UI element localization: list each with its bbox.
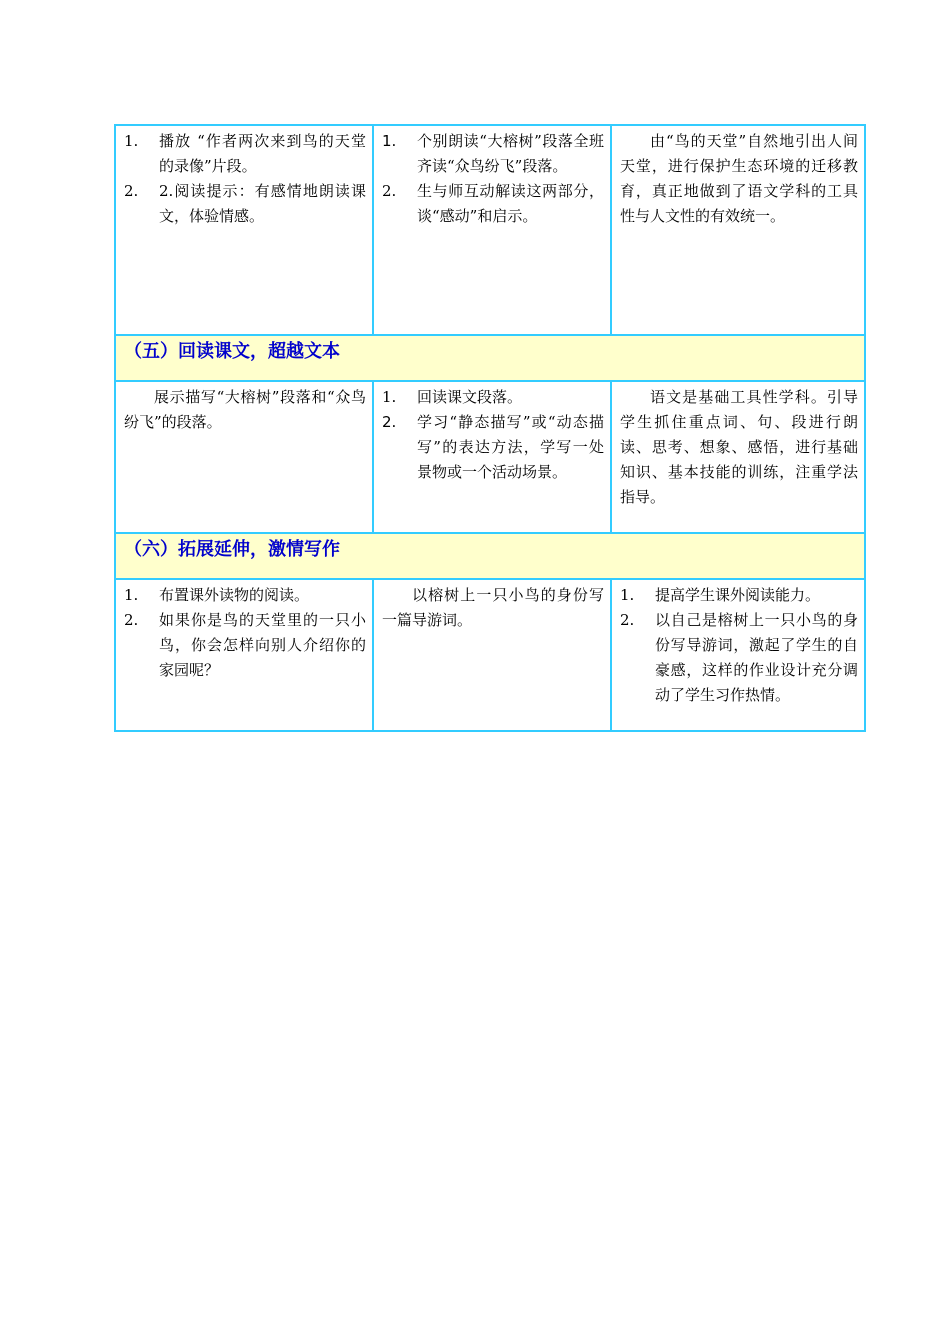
design-intent-cell bbox=[611, 381, 865, 533]
list-number: 2. bbox=[124, 611, 139, 629]
list-text: 生与师互动解读这两部分，谈“感动”和启示。 bbox=[417, 182, 604, 225]
list-text: 回读课文段落。 bbox=[417, 388, 523, 406]
list-text: 如果你是鸟的天堂里的一只小鸟，你会怎样向别人介绍你的家园呢？ bbox=[159, 611, 366, 679]
list-item bbox=[382, 385, 604, 410]
list-item bbox=[124, 129, 366, 179]
design-intent-cell bbox=[611, 579, 865, 731]
list-item bbox=[382, 410, 604, 485]
list-number: 1. bbox=[124, 586, 139, 604]
lesson-plan-table bbox=[114, 124, 866, 732]
list-text: 学习“静态描写”或“动态描写”的表达方法，学写一处景物或一个活动场景。 bbox=[417, 413, 604, 481]
numbered-list bbox=[124, 129, 366, 229]
section-header-row bbox=[115, 533, 865, 579]
list-item bbox=[382, 179, 604, 229]
list-number: 2. bbox=[620, 611, 635, 629]
list-text: 2.阅读提示：有感情地朗读课文，体验情感。 bbox=[159, 182, 366, 225]
student-activity-cell bbox=[373, 579, 611, 731]
table-row bbox=[115, 125, 865, 335]
list-text: 提高学生课外阅读能力。 bbox=[655, 586, 821, 604]
section-title: （六）拓展延伸，激情写作 bbox=[124, 539, 340, 560]
section-header-row bbox=[115, 335, 865, 381]
list-item bbox=[124, 583, 366, 608]
list-item bbox=[382, 129, 604, 179]
activity-text: 展示描写“大榕树”段落和“众鸟纷飞”的段落。 bbox=[124, 388, 366, 431]
list-text: 播放 “作者两次来到鸟的天堂的录像”片段。 bbox=[159, 132, 366, 175]
section-header-cell bbox=[115, 335, 865, 381]
list-number: 2. bbox=[382, 182, 397, 200]
list-item bbox=[124, 179, 366, 229]
teacher-activity-cell bbox=[115, 579, 373, 731]
section-header-cell bbox=[115, 533, 865, 579]
table-row bbox=[115, 381, 865, 533]
teacher-activity-cell bbox=[115, 125, 373, 335]
design-intent-cell bbox=[611, 125, 865, 335]
student-activity-cell bbox=[373, 125, 611, 335]
list-number: 1. bbox=[382, 132, 397, 150]
list-number: 2. bbox=[382, 413, 397, 431]
intent-text: 语文是基础工具性学科。引导学生抓住重点词、句、段进行朗读、思考、想象、感悟，进行基础知识、基本技能的训练，注重学法指导。 bbox=[620, 388, 858, 506]
list-item bbox=[620, 583, 858, 608]
numbered-list bbox=[382, 385, 604, 485]
list-number: 1. bbox=[620, 586, 635, 604]
list-number: 1. bbox=[382, 388, 397, 406]
list-text: 以自己是榕树上一只小鸟的身份写导游词，激起了学生的自豪感，这样的作业设计充分调动了学生习作热情。 bbox=[655, 611, 858, 704]
list-item bbox=[124, 608, 366, 683]
intent-text: 由“鸟的天堂”自然地引出人间天堂，进行保护生态环境的迁移教育，真正地做到了语文学科的工具性与人文性的有效统一。 bbox=[620, 132, 858, 225]
numbered-list bbox=[620, 583, 858, 708]
numbered-list bbox=[124, 583, 366, 683]
teacher-activity-cell bbox=[115, 381, 373, 533]
numbered-list bbox=[382, 129, 604, 229]
list-text: 个别朗读“大榕树”段落全班齐读“众鸟纷飞”段落。 bbox=[417, 132, 604, 175]
student-activity-cell bbox=[373, 381, 611, 533]
list-number: 2. bbox=[124, 182, 139, 200]
activity-text: 以榕树上一只小鸟的身份写一篇导游词。 bbox=[382, 586, 604, 629]
list-number: 1. bbox=[124, 132, 139, 150]
section-title: （五）回读课文，超越文本 bbox=[124, 341, 340, 362]
list-item bbox=[620, 608, 858, 708]
table-row bbox=[115, 579, 865, 731]
list-text: 布置课外读物的阅读。 bbox=[159, 586, 310, 604]
